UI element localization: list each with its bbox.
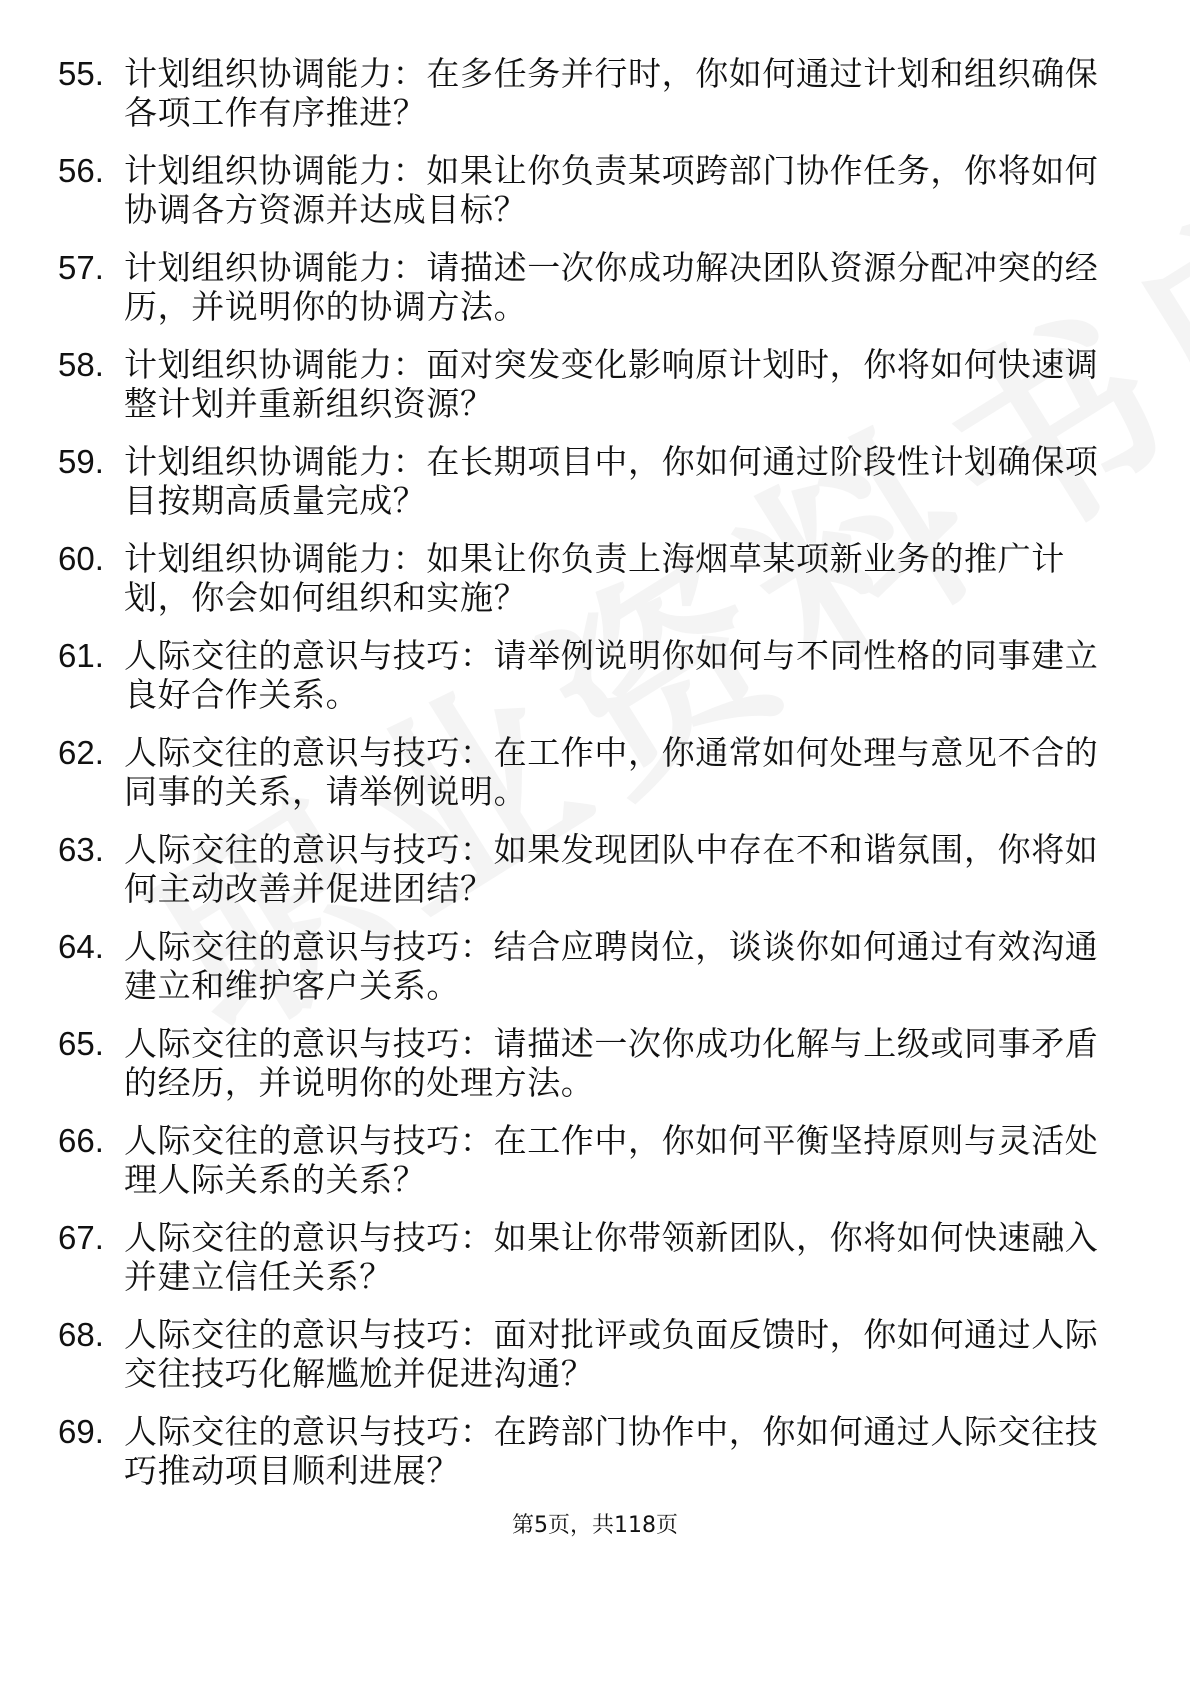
question-number: 61. [58, 637, 104, 674]
question-item [58, 1121, 1118, 1199]
question-item [58, 733, 1118, 811]
question-text: 人际交往的意识与技巧：在工作中，你通常如何处理与意见不合的同事的关系，请举例说明。 [124, 733, 1099, 811]
question-text: 计划组织协调能力：在多任务并行时，你如何通过计划和组织确保各项工作有序推进？ [124, 54, 1099, 132]
question-number: 64. [58, 928, 104, 965]
question-text: 人际交往的意识与技巧：结合应聘岗位，谈谈你如何通过有效沟通建立和维护客户关系。 [124, 927, 1099, 1005]
question-number: 62. [58, 734, 104, 771]
question-text: 人际交往的意识与技巧：请举例说明你如何与不同性格的同事建立良好合作关系。 [124, 636, 1099, 714]
question-number: 66. [58, 1122, 104, 1159]
question-text: 人际交往的意识与技巧：请描述一次你成功化解与上级或同事矛盾的经历，并说明你的处理方法。 [124, 1024, 1099, 1102]
question-number: 57. [58, 249, 104, 286]
question-item [58, 636, 1118, 714]
question-item [58, 54, 1118, 132]
question-number: 55. [58, 55, 104, 92]
question-number: 68. [58, 1316, 104, 1353]
question-item [58, 927, 1118, 1005]
question-item [58, 151, 1118, 229]
question-number: 63. [58, 831, 104, 868]
question-item [58, 1412, 1118, 1490]
question-text: 人际交往的意识与技巧：如果发现团队中存在不和谐氛围，你将如何主动改善并促进团结？ [124, 830, 1099, 908]
question-number: 59. [58, 443, 104, 480]
page-footer: 第5页，共118页 [512, 1513, 678, 1538]
question-text: 人际交往的意识与技巧：在跨部门协作中，你如何通过人际交往技巧推动项目顺利进展？ [124, 1412, 1099, 1490]
question-text: 人际交往的意识与技巧：如果让你带领新团队，你将如何快速融入并建立信任关系？ [124, 1218, 1099, 1296]
question-number: 65. [58, 1025, 104, 1062]
question-text: 计划组织协调能力：如果让你负责上海烟草某项新业务的推广计划，你会如何组织和实施？ [124, 539, 1065, 617]
question-item [58, 830, 1118, 908]
question-item [58, 1024, 1118, 1102]
question-text: 计划组织协调能力：面对突发变化影响原计划时，你将如何快速调整计划并重新组织资源？ [124, 345, 1099, 423]
question-text: 人际交往的意识与技巧：面对批评或负面反馈时，你如何通过人际交往技巧化解尴尬并促进沟通？ [124, 1315, 1099, 1393]
question-item [58, 1218, 1118, 1296]
question-list [58, 54, 1118, 1509]
question-text: 计划组织协调能力：在长期项目中，你如何通过阶段性计划确保项目按期高质量完成？ [124, 442, 1099, 520]
question-number: 69. [58, 1413, 104, 1450]
question-item [58, 345, 1118, 423]
question-text: 人际交往的意识与技巧：在工作中，你如何平衡坚持原则与灵活处理人际关系的关系？ [124, 1121, 1099, 1199]
question-number: 60. [58, 540, 104, 577]
question-item [58, 1315, 1118, 1393]
question-text: 计划组织协调能力：如果让你负责某项跨部门协作任务，你将如何协调各方资源并达成目标？ [124, 151, 1099, 229]
question-number: 58. [58, 346, 104, 383]
question-item [58, 442, 1118, 520]
question-number: 56. [58, 152, 104, 189]
question-item [58, 248, 1118, 326]
question-number: 67. [58, 1219, 104, 1256]
question-text: 计划组织协调能力：请描述一次你成功解决团队资源分配冲突的经历，并说明你的协调方法。 [124, 248, 1099, 326]
question-item [58, 539, 1118, 617]
